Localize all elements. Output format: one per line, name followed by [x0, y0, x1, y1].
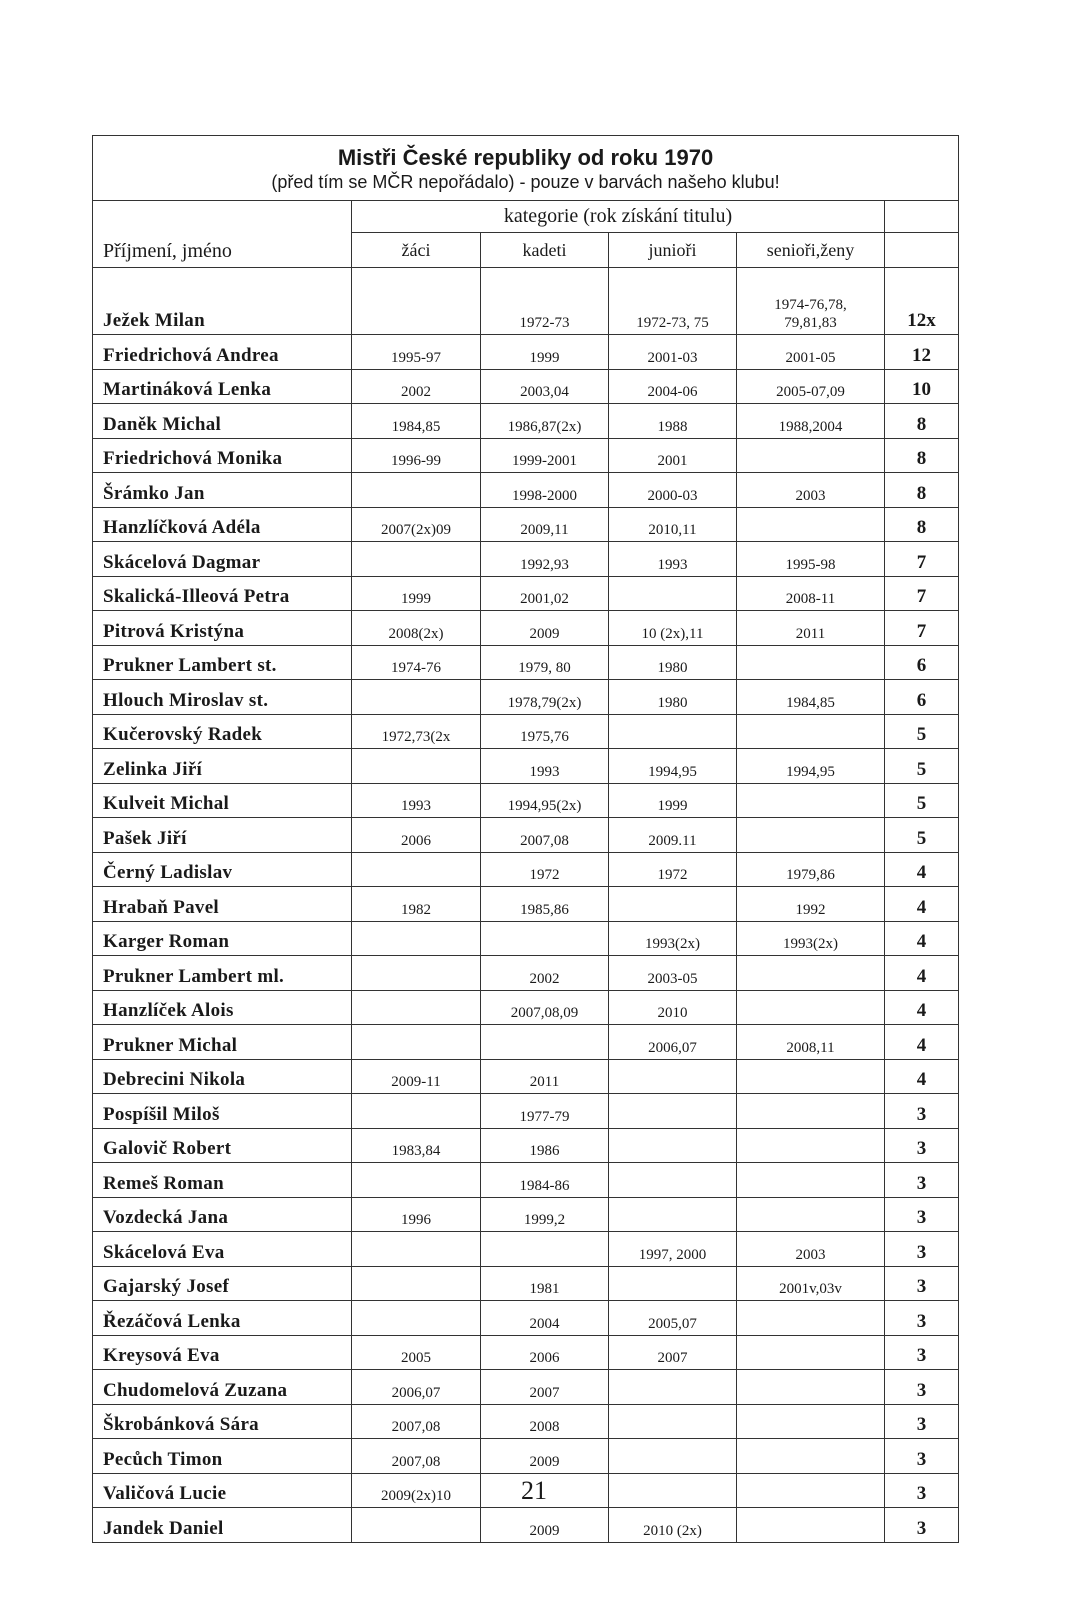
cell-seniori: 2003	[737, 1232, 885, 1267]
cell-total: 8	[885, 438, 959, 473]
cell-zaci	[352, 268, 481, 335]
cell-name: Hlouch Miroslav st.	[93, 680, 352, 715]
cell-zaci	[352, 542, 481, 577]
cell-kadeti: 1981	[481, 1266, 609, 1301]
table-row	[93, 783, 959, 818]
cell-name: Valičová Lucie	[93, 1473, 352, 1508]
cell-juniori: 2010	[609, 990, 737, 1025]
table-row	[93, 1266, 959, 1301]
cell-juniori: 1999	[609, 783, 737, 818]
cell-zaci: 2008(2x)	[352, 611, 481, 646]
cell-juniori: 10 (2x),11	[609, 611, 737, 646]
cell-seniori: 2001v,03v	[737, 1266, 885, 1301]
cell-seniori	[737, 990, 885, 1025]
cell-kadeti: 1992,93	[481, 542, 609, 577]
cell-juniori: 2000-03	[609, 473, 737, 508]
cell-zaci: 1972,73(2x	[352, 714, 481, 749]
cell-name: Daněk Michal	[93, 404, 352, 439]
cell-zaci	[352, 473, 481, 508]
cell-seniori	[737, 714, 885, 749]
table-subtitle: (před tím se MČR nepořádalo) - pouze v barvách našeho klubu!	[271, 171, 780, 192]
cell-juniori	[609, 1266, 737, 1301]
cell-zaci	[352, 680, 481, 715]
cell-name: Kučerovský Radek	[93, 714, 352, 749]
cell-juniori	[609, 1128, 737, 1163]
table-row	[93, 473, 959, 508]
cell-juniori: 1988	[609, 404, 737, 439]
cell-juniori: 2010 (2x)	[609, 1508, 737, 1543]
cell-juniori: 1997, 2000	[609, 1232, 737, 1267]
cell-zaci	[352, 1025, 481, 1060]
cell-seniori	[737, 1439, 885, 1474]
cell-zaci: 2006	[352, 818, 481, 853]
cell-total: 4	[885, 921, 959, 956]
table-row	[93, 369, 959, 404]
cell-total: 7	[885, 611, 959, 646]
cell-name: Pecůch Timon	[93, 1439, 352, 1474]
cell-kadeti: 1986,87(2x)	[481, 404, 609, 439]
cell-juniori: 2003-05	[609, 956, 737, 991]
cell-kadeti: 1999	[481, 335, 609, 370]
cell-seniori	[737, 1197, 885, 1232]
cell-name: Gajarský Josef	[93, 1266, 352, 1301]
cell-total: 6	[885, 680, 959, 715]
cell-kadeti: 1977-79	[481, 1094, 609, 1129]
cell-total: 3	[885, 1128, 959, 1163]
cell-zaci: 1996-99	[352, 438, 481, 473]
cell-total: 4	[885, 852, 959, 887]
cell-zaci: 1993	[352, 783, 481, 818]
cell-zaci	[352, 749, 481, 784]
table-row	[93, 956, 959, 991]
cell-kadeti	[481, 921, 609, 956]
cell-zaci: 1996	[352, 1197, 481, 1232]
cell-name: Pašek Jiří	[93, 818, 352, 853]
cell-zaci	[352, 1232, 481, 1267]
table-row	[93, 714, 959, 749]
cell-kadeti: 1999,2	[481, 1197, 609, 1232]
cell-seniori	[737, 1128, 885, 1163]
cell-total: 4	[885, 1059, 959, 1094]
header-category: kategorie (rok získání titulu)	[352, 201, 885, 233]
cell-name: Řezáčová Lenka	[93, 1301, 352, 1336]
cell-seniori	[737, 1163, 885, 1198]
cell-kadeti: 2009	[481, 1439, 609, 1474]
cell-seniori: 2011	[737, 611, 885, 646]
cell-juniori: 2004-06	[609, 369, 737, 404]
table-row	[93, 1404, 959, 1439]
cell-total: 3	[885, 1439, 959, 1474]
cell-name: Martináková Lenka	[93, 369, 352, 404]
table-row	[93, 1301, 959, 1336]
cell-juniori	[609, 576, 737, 611]
cell-name: Zelinka Jiří	[93, 749, 352, 784]
cell-total: 3	[885, 1335, 959, 1370]
cell-zaci: 1983,84	[352, 1128, 481, 1163]
cell-seniori: 2005-07,09	[737, 369, 885, 404]
cell-seniori: 2001-05	[737, 335, 885, 370]
cell-zaci: 1984,85	[352, 404, 481, 439]
cell-kadeti: 2011	[481, 1059, 609, 1094]
cell-seniori: 1979,86	[737, 852, 885, 887]
cell-seniori: 1993(2x)	[737, 921, 885, 956]
table-row	[93, 335, 959, 370]
cell-zaci: 2009(2x)10	[352, 1473, 481, 1508]
cell-juniori: 1994,95	[609, 749, 737, 784]
cell-total: 8	[885, 507, 959, 542]
cell-kadeti: 2004	[481, 1301, 609, 1336]
cell-juniori: 2001-03	[609, 335, 737, 370]
cell-total: 5	[885, 749, 959, 784]
cell-juniori: 1993(2x)	[609, 921, 737, 956]
champions-table	[92, 135, 959, 1543]
cell-juniori	[609, 1370, 737, 1405]
table-row	[93, 990, 959, 1025]
table-row	[93, 1094, 959, 1129]
cell-kadeti: 1975,76	[481, 714, 609, 749]
cell-kadeti: 2002	[481, 956, 609, 991]
cell-juniori	[609, 1439, 737, 1474]
cell-name: Chudomelová Zuzana	[93, 1370, 352, 1405]
cell-kadeti	[481, 1025, 609, 1060]
cell-kadeti: 1993	[481, 749, 609, 784]
cell-seniori: 2008-11	[737, 576, 885, 611]
cell-name: Hanzlíček Alois	[93, 990, 352, 1025]
cell-zaci	[352, 1163, 481, 1198]
cell-juniori	[609, 1197, 737, 1232]
cell-total: 12	[885, 335, 959, 370]
cell-seniori: 2008,11	[737, 1025, 885, 1060]
cell-seniori: 1992	[737, 887, 885, 922]
cell-total: 3	[885, 1163, 959, 1198]
cell-juniori	[609, 1404, 737, 1439]
header-seniori: senioři,ženy	[737, 233, 885, 268]
table-row	[93, 921, 959, 956]
header-total-cell	[885, 233, 959, 268]
cell-total: 4	[885, 990, 959, 1025]
cell-kadeti: 1999-2001	[481, 438, 609, 473]
cell-total: 7	[885, 542, 959, 577]
cell-kadeti: 2007,08	[481, 818, 609, 853]
cell-kadeti: 1998-2000	[481, 473, 609, 508]
cell-name: Prukner Michal	[93, 1025, 352, 1060]
cell-seniori	[737, 956, 885, 991]
cell-seniori: 2003	[737, 473, 885, 508]
cell-juniori: 1980	[609, 680, 737, 715]
cell-zaci: 1995-97	[352, 335, 481, 370]
cell-name: Remeš Roman	[93, 1163, 352, 1198]
cell-kadeti: 2009,11	[481, 507, 609, 542]
cell-seniori	[737, 818, 885, 853]
cell-name: Skácelová Dagmar	[93, 542, 352, 577]
cell-seniori: 1995-98	[737, 542, 885, 577]
cell-juniori: 1980	[609, 645, 737, 680]
cell-name: Skalická-Illeová Petra	[93, 576, 352, 611]
cell-total: 3	[885, 1508, 959, 1543]
header-juniori: junioři	[609, 233, 737, 268]
cell-total: 3	[885, 1473, 959, 1508]
cell-kadeti: 2003,04	[481, 369, 609, 404]
cell-seniori	[737, 438, 885, 473]
cell-total: 5	[885, 818, 959, 853]
cell-seniori	[737, 1370, 885, 1405]
cell-name: Hrabaň Pavel	[93, 887, 352, 922]
cell-total: 3	[885, 1232, 959, 1267]
cell-juniori: 2006,07	[609, 1025, 737, 1060]
cell-seniori	[737, 1059, 885, 1094]
cell-seniori	[737, 1508, 885, 1543]
cell-seniori: 1988,2004	[737, 404, 885, 439]
table-row	[93, 852, 959, 887]
cell-name: Kulveit Michal	[93, 783, 352, 818]
cell-seniori: 1994,95	[737, 749, 885, 784]
table-row	[93, 645, 959, 680]
cell-kadeti: 2007,08,09	[481, 990, 609, 1025]
cell-total: 6	[885, 645, 959, 680]
cell-name: Vozdecká Jana	[93, 1197, 352, 1232]
cell-juniori: 2001	[609, 438, 737, 473]
cell-seniori	[737, 507, 885, 542]
cell-kadeti: 1994,95(2x)	[481, 783, 609, 818]
cell-name: Pitrová Kristýna	[93, 611, 352, 646]
cell-name: Friedrichová Andrea	[93, 335, 352, 370]
cell-name: Škrobánková Sára	[93, 1404, 352, 1439]
cell-seniori: 1984,85	[737, 680, 885, 715]
cell-kadeti: 1972	[481, 852, 609, 887]
cell-kadeti: 1979, 80	[481, 645, 609, 680]
cell-zaci: 1999	[352, 576, 481, 611]
cell-zaci: 2007,08	[352, 1404, 481, 1439]
cell-zaci	[352, 921, 481, 956]
page-number: 21	[521, 1476, 547, 1505]
table-row	[93, 1128, 959, 1163]
table-row	[93, 1439, 959, 1474]
cell-juniori: 2010,11	[609, 507, 737, 542]
cell-kadeti: 2001,02	[481, 576, 609, 611]
cell-total: 4	[885, 1025, 959, 1060]
cell-zaci: 2007(2x)09	[352, 507, 481, 542]
cell-seniori	[737, 1335, 885, 1370]
cell-zaci: 1982	[352, 887, 481, 922]
table-row	[93, 680, 959, 715]
table-row	[93, 404, 959, 439]
cell-kadeti: 2009	[481, 611, 609, 646]
cell-juniori	[609, 887, 737, 922]
header-zaci: žáci	[352, 233, 481, 268]
cell-kadeti: 2006	[481, 1335, 609, 1370]
cell-kadeti: 1985,86	[481, 887, 609, 922]
header-empty-cell	[885, 201, 959, 233]
table-row	[93, 438, 959, 473]
cell-total: 7	[885, 576, 959, 611]
cell-zaci	[352, 956, 481, 991]
cell-name: Galovič Robert	[93, 1128, 352, 1163]
table-row	[93, 1025, 959, 1060]
cell-zaci: 2005	[352, 1335, 481, 1370]
cell-zaci	[352, 1508, 481, 1543]
table-row	[93, 1335, 959, 1370]
cell-total: 3	[885, 1266, 959, 1301]
cell-kadeti: 1972-73	[481, 268, 609, 335]
table-title: Mistři České republiky od roku 1970	[337, 144, 714, 170]
cell-zaci	[352, 1266, 481, 1301]
cell-juniori	[609, 1163, 737, 1198]
cell-name: Friedrichová Monika	[93, 438, 352, 473]
table-row	[93, 576, 959, 611]
cell-juniori	[609, 1094, 737, 1129]
cell-total: 5	[885, 714, 959, 749]
cell-juniori	[609, 714, 737, 749]
cell-kadeti: 1984-86	[481, 1163, 609, 1198]
header-name: Příjmení, jméno	[93, 201, 352, 268]
table-row	[93, 1163, 959, 1198]
table-row	[93, 507, 959, 542]
cell-name: Prukner Lambert st.	[93, 645, 352, 680]
table-row	[93, 1059, 959, 1094]
cell-total: 4	[885, 887, 959, 922]
cell-kadeti: 1978,79(2x)	[481, 680, 609, 715]
cell-kadeti: 2007	[481, 1370, 609, 1405]
cell-total: 8	[885, 404, 959, 439]
cell-juniori: 2009.11	[609, 818, 737, 853]
cell-total: 3	[885, 1404, 959, 1439]
cell-juniori: 1972-73, 75	[609, 268, 737, 335]
cell-juniori	[609, 1059, 737, 1094]
cell-juniori: 2005,07	[609, 1301, 737, 1336]
cell-name: Černý Ladislav	[93, 852, 352, 887]
table-row	[93, 749, 959, 784]
cell-name: Hanzlíčková Adéla	[93, 507, 352, 542]
cell-zaci: 2009-11	[352, 1059, 481, 1094]
table-row	[93, 1232, 959, 1267]
table-row	[93, 542, 959, 577]
cell-zaci	[352, 1301, 481, 1336]
table-row	[93, 1370, 959, 1405]
cell-name: Kreysová Eva	[93, 1335, 352, 1370]
cell-total: 5	[885, 783, 959, 818]
table-row	[93, 1197, 959, 1232]
cell-total: 12x	[885, 268, 959, 335]
cell-kadeti: 2008	[481, 1404, 609, 1439]
cell-zaci	[352, 1094, 481, 1129]
cell-seniori	[737, 1094, 885, 1129]
cell-total: 3	[885, 1197, 959, 1232]
cell-name: Jandek Daniel	[93, 1508, 352, 1543]
cell-zaci: 1974-76	[352, 645, 481, 680]
cell-zaci: 2006,07	[352, 1370, 481, 1405]
cell-zaci	[352, 990, 481, 1025]
cell-seniori	[737, 645, 885, 680]
table-row	[93, 268, 959, 335]
cell-kadeti: 2009	[481, 1508, 609, 1543]
cell-juniori: 1993	[609, 542, 737, 577]
table-row	[93, 818, 959, 853]
cell-kadeti	[481, 1232, 609, 1267]
cell-total: 3	[885, 1370, 959, 1405]
cell-name: Karger Roman	[93, 921, 352, 956]
table-row	[93, 611, 959, 646]
cell-name: Prukner Lambert ml.	[93, 956, 352, 991]
cell-seniori	[737, 1301, 885, 1336]
cell-name: Debrecini Nikola	[93, 1059, 352, 1094]
cell-name: Ježek Milan	[93, 268, 352, 335]
cell-zaci: 2007,08	[352, 1439, 481, 1474]
cell-name: Skácelová Eva	[93, 1232, 352, 1267]
cell-total: 8	[885, 473, 959, 508]
cell-total: 4	[885, 956, 959, 991]
cell-zaci	[352, 852, 481, 887]
cell-kadeti: 1986	[481, 1128, 609, 1163]
cell-total: 3	[885, 1301, 959, 1336]
cell-juniori: 1972	[609, 852, 737, 887]
cell-seniori	[737, 783, 885, 818]
cell-seniori	[737, 1404, 885, 1439]
cell-name: Šrámko Jan	[93, 473, 352, 508]
title-block	[93, 136, 959, 201]
cell-total: 3	[885, 1094, 959, 1129]
table-row	[93, 887, 959, 922]
header-kadeti: kadeti	[481, 233, 609, 268]
cell-juniori: 2007	[609, 1335, 737, 1370]
cell-total: 10	[885, 369, 959, 404]
cell-name: Pospíšil Miloš	[93, 1094, 352, 1129]
cell-zaci: 2002	[352, 369, 481, 404]
table-row	[93, 1508, 959, 1543]
cell-seniori: 1974-76,78, 79,81,83	[737, 268, 885, 335]
